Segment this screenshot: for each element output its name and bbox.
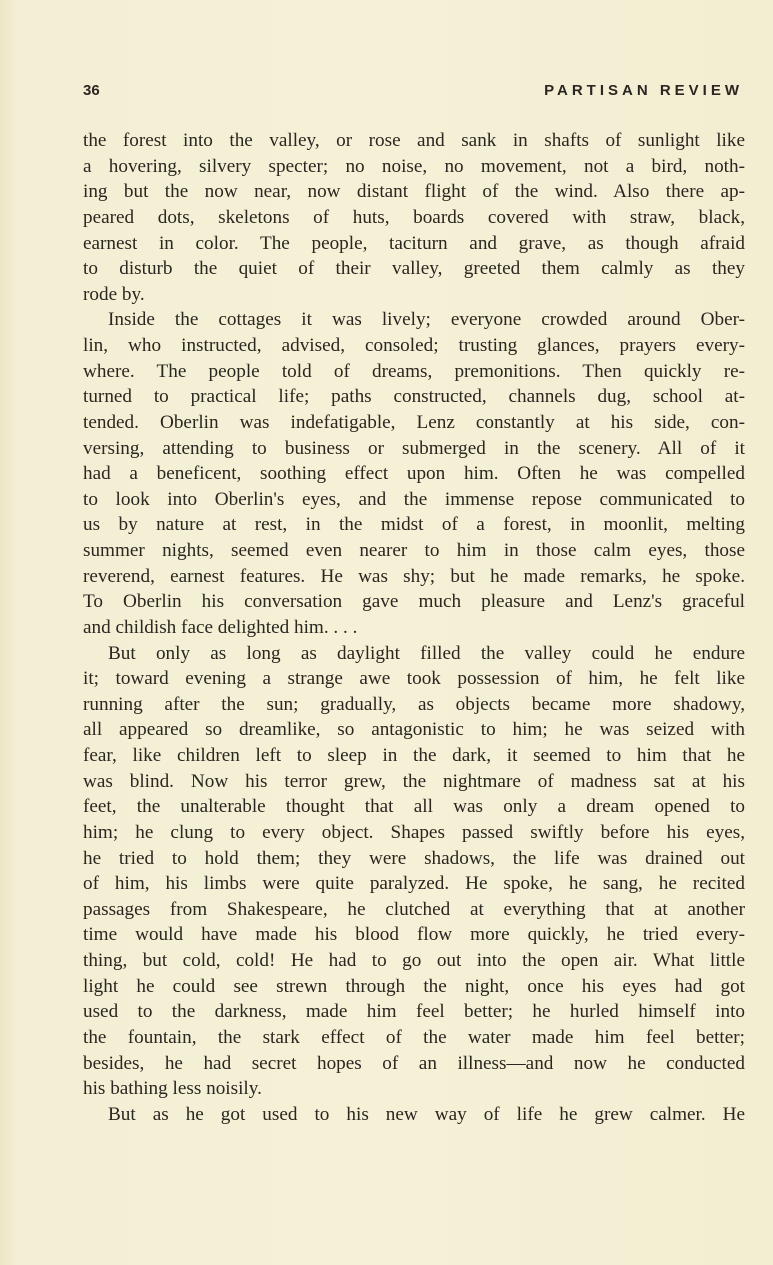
running-head [83, 82, 743, 104]
text-line: turned to practical life; paths constructed, channels dug, school at- [83, 386, 745, 408]
text-line: thing, but cold, cold! He had to go out into the open air. What little [83, 950, 745, 971]
text-line: was blind. Now his terror grew, the nightmare of madness sat at his [83, 770, 745, 792]
text-line: the fountain, the stark effect of the water made him feel better; [83, 1026, 745, 1048]
body-text [83, 128, 745, 1127]
text-line: of him, his limbs were quite paralyzed. He spoke, he sang, he recited [83, 873, 745, 895]
text-line: fear, like children left to sleep in the dark, it seemed to him that he [83, 745, 745, 766]
text-line: tended. Oberlin was indefatigable, Lenz constantly at his side, con- [83, 411, 745, 433]
text-line: us by nature at rest, in the midst of a forest, in moonlit, melting [83, 514, 745, 536]
text-line: But only as long as daylight filled the valley could he endure [108, 642, 745, 664]
text-line: had a beneficent, soothing effect upon him. Often he was compelled [83, 463, 745, 485]
text-line: lin, who instructed, advised, consoled; trusting glances, prayers every- [83, 335, 745, 356]
page-number: 36 [83, 82, 100, 99]
text-line: ing but the now near, now distant flight of the wind. Also there ap- [83, 181, 745, 203]
text-line: running after the sun; gradually, as objects became more shadowy, [83, 693, 745, 715]
text-line: versing, attending to business or submerged in the scenery. All of it [83, 437, 745, 459]
text-line: light he could see strewn through the night, once his eyes had got [83, 975, 745, 997]
text-line: all appeared so dreamlike, so antagonistic to him; he was seized with [83, 719, 745, 741]
text-line: passages from Shakespeare, he clutched at everything that at another [83, 898, 745, 920]
text-line: peared dots, skeletons of huts, boards covered with straw, black, [83, 206, 745, 228]
text-line: To Oberlin his conversation gave much pleasure and Lenz's graceful [83, 591, 745, 613]
text-line: the forest into the valley, or rose and sank in shafts of sunlight like [83, 130, 745, 151]
text-line: reverend, earnest features. He was shy; but he made remarks, he spoke. [83, 565, 745, 587]
text-line: and childish face delighted him. . . . [83, 616, 358, 638]
text-line: it; toward evening a strange awe took possession of him, he felt like [83, 668, 745, 690]
journal-title: PARTISAN REVIEW [544, 82, 743, 99]
text-line: a hovering, silvery specter; no noise, no movement, not a bird, noth- [83, 155, 745, 177]
text-line: to look into Oberlin's eyes, and the immense repose communicated to [83, 488, 745, 510]
text-line: But as he got used to his new way of life he grew calmer. He [108, 1103, 745, 1125]
text-line: feet, the unalterable thought that all was only a dream opened to [83, 796, 745, 818]
text-line: Inside the cottages it was lively; everyone crowded around Ober- [108, 309, 745, 331]
text-line: summer nights, seemed even nearer to him in those calm eyes, those [83, 540, 745, 561]
text-line: used to the darkness, made him feel better; he hurled himself into [83, 1001, 745, 1023]
text-line: besides, he had secret hopes of an illness—and now he conducted [83, 1052, 745, 1074]
text-line: him; he clung to every object. Shapes passed swiftly before his eyes, [83, 821, 745, 843]
text-line: to disturb the quiet of their valley, greeted them calmly as they [83, 258, 745, 280]
text-line: he tried to hold them; they were shadows, the life was drained out [83, 847, 745, 869]
text-line: his bathing less noisily. [83, 1078, 262, 1100]
text-line: earnest in color. The people, taciturn and grave, as though afraid [83, 232, 745, 254]
text-line: time would have made his blood flow more quickly, he tried every- [83, 924, 745, 946]
text-line: rode by. [83, 283, 145, 305]
text-line: where. The people told of dreams, premonitions. Then quickly re- [83, 360, 745, 382]
